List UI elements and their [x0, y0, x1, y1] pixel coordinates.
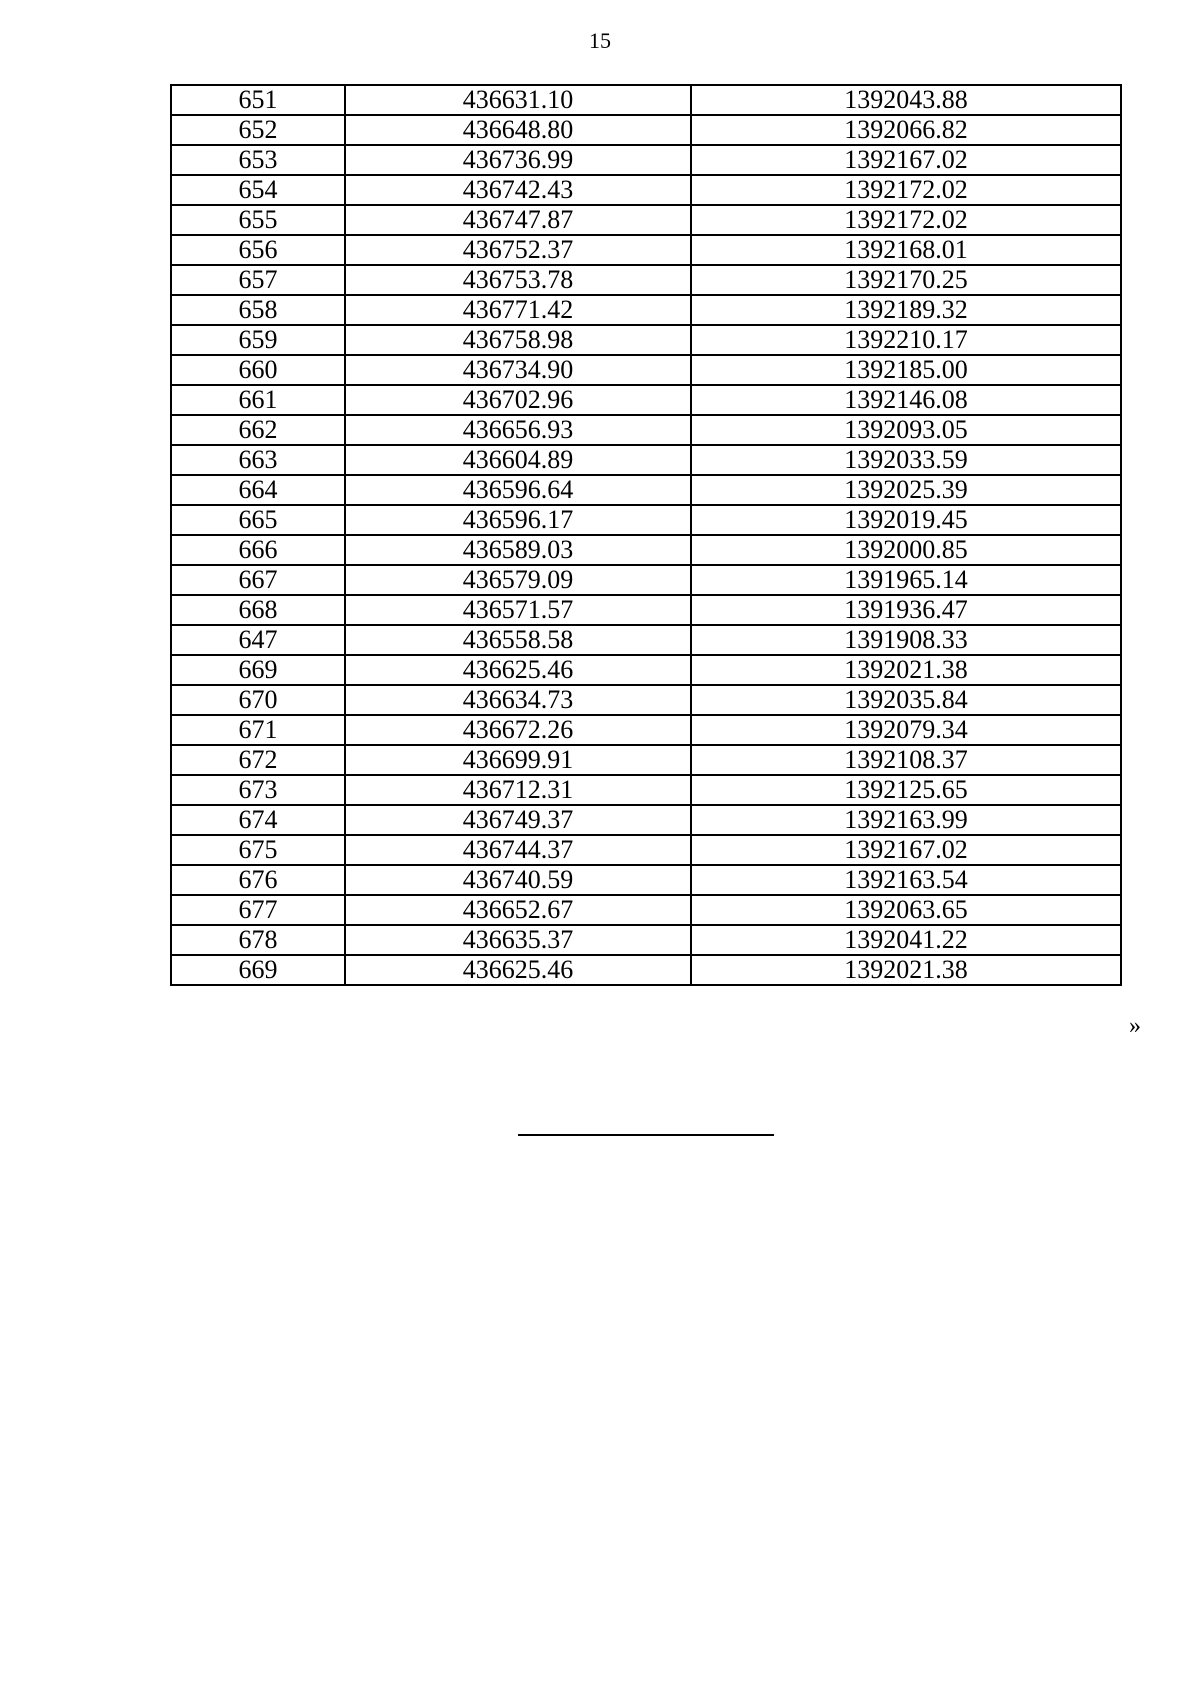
table-row [171, 775, 1121, 805]
y-coordinate-cell: 1392146.08 [691, 385, 1121, 415]
y-coordinate-cell: 1392170.25 [691, 265, 1121, 295]
table-row [171, 715, 1121, 745]
point-number-cell: 652 [171, 115, 345, 145]
x-coordinate-cell: 436648.80 [345, 115, 691, 145]
table-row [171, 265, 1121, 295]
y-coordinate-cell: 1391965.14 [691, 565, 1121, 595]
table-row [171, 505, 1121, 535]
x-coordinate-cell: 436699.91 [345, 745, 691, 775]
x-coordinate-cell: 436604.89 [345, 445, 691, 475]
y-coordinate-cell: 1392163.54 [691, 865, 1121, 895]
x-coordinate-cell: 436734.90 [345, 355, 691, 385]
point-number-cell: 670 [171, 685, 345, 715]
x-coordinate-cell: 436634.73 [345, 685, 691, 715]
point-number-cell: 668 [171, 595, 345, 625]
point-number-cell: 667 [171, 565, 345, 595]
x-coordinate-cell: 436558.58 [345, 625, 691, 655]
y-coordinate-cell: 1392185.00 [691, 355, 1121, 385]
x-coordinate-cell: 436771.42 [345, 295, 691, 325]
y-coordinate-cell: 1392041.22 [691, 925, 1121, 955]
x-coordinate-cell: 436596.64 [345, 475, 691, 505]
table-row [171, 685, 1121, 715]
y-coordinate-cell: 1391936.47 [691, 595, 1121, 625]
page-number: 15 [589, 28, 611, 53]
point-number-cell: 653 [171, 145, 345, 175]
y-coordinate-cell: 1392079.34 [691, 715, 1121, 745]
y-coordinate-cell: 1392125.65 [691, 775, 1121, 805]
point-number-cell: 657 [171, 265, 345, 295]
y-coordinate-cell: 1392189.32 [691, 295, 1121, 325]
y-coordinate-cell: 1391908.33 [691, 625, 1121, 655]
point-number-cell: 654 [171, 175, 345, 205]
x-coordinate-cell: 436652.67 [345, 895, 691, 925]
closing-quote-mark: » [1129, 1013, 1141, 1039]
point-number-cell: 659 [171, 325, 345, 355]
point-number-cell: 647 [171, 625, 345, 655]
x-coordinate-cell: 436672.26 [345, 715, 691, 745]
y-coordinate-cell: 1392168.01 [691, 235, 1121, 265]
table-row [171, 625, 1121, 655]
x-coordinate-cell: 436579.09 [345, 565, 691, 595]
point-number-cell: 664 [171, 475, 345, 505]
y-coordinate-cell: 1392167.02 [691, 145, 1121, 175]
table-row [171, 445, 1121, 475]
table-row [171, 415, 1121, 445]
table-row [171, 355, 1121, 385]
x-coordinate-cell: 436589.03 [345, 535, 691, 565]
point-number-cell: 658 [171, 295, 345, 325]
x-coordinate-cell: 436744.37 [345, 835, 691, 865]
point-number-cell: 673 [171, 775, 345, 805]
x-coordinate-cell: 436625.46 [345, 955, 691, 985]
x-coordinate-cell: 436625.46 [345, 655, 691, 685]
x-coordinate-cell: 436747.87 [345, 205, 691, 235]
table-row [171, 835, 1121, 865]
point-number-cell: 656 [171, 235, 345, 265]
x-coordinate-cell: 436753.78 [345, 265, 691, 295]
x-coordinate-cell: 436758.98 [345, 325, 691, 355]
x-coordinate-cell: 436635.37 [345, 925, 691, 955]
end-of-document-rule [518, 1134, 774, 1136]
point-number-cell: 671 [171, 715, 345, 745]
table-row [171, 145, 1121, 175]
y-coordinate-cell: 1392021.38 [691, 955, 1121, 985]
y-coordinate-cell: 1392172.02 [691, 175, 1121, 205]
table-row [171, 85, 1121, 115]
table-row [171, 235, 1121, 265]
point-number-cell: 677 [171, 895, 345, 925]
table-row [171, 895, 1121, 925]
point-number-cell: 669 [171, 955, 345, 985]
table-row [171, 595, 1121, 625]
y-coordinate-cell: 1392172.02 [691, 205, 1121, 235]
y-coordinate-cell: 1392019.45 [691, 505, 1121, 535]
point-number-cell: 676 [171, 865, 345, 895]
y-coordinate-cell: 1392043.88 [691, 85, 1121, 115]
x-coordinate-cell: 436596.17 [345, 505, 691, 535]
coordinates-table-body [171, 85, 1121, 985]
table-row [171, 745, 1121, 775]
table-row [171, 205, 1121, 235]
x-coordinate-cell: 436712.31 [345, 775, 691, 805]
y-coordinate-cell: 1392021.38 [691, 655, 1121, 685]
point-number-cell: 660 [171, 355, 345, 385]
y-coordinate-cell: 1392163.99 [691, 805, 1121, 835]
point-number-cell: 663 [171, 445, 345, 475]
y-coordinate-cell: 1392035.84 [691, 685, 1121, 715]
point-number-cell: 669 [171, 655, 345, 685]
x-coordinate-cell: 436631.10 [345, 85, 691, 115]
point-number-cell: 665 [171, 505, 345, 535]
point-number-cell: 655 [171, 205, 345, 235]
y-coordinate-cell: 1392093.05 [691, 415, 1121, 445]
table-row [171, 655, 1121, 685]
table-row [171, 565, 1121, 595]
table-row [171, 865, 1121, 895]
x-coordinate-cell: 436656.93 [345, 415, 691, 445]
y-coordinate-cell: 1392066.82 [691, 115, 1121, 145]
point-number-cell: 662 [171, 415, 345, 445]
point-number-cell: 678 [171, 925, 345, 955]
table-row [171, 955, 1121, 985]
point-number-cell: 672 [171, 745, 345, 775]
table-row [171, 175, 1121, 205]
x-coordinate-cell: 436571.57 [345, 595, 691, 625]
x-coordinate-cell: 436742.43 [345, 175, 691, 205]
point-number-cell: 651 [171, 85, 345, 115]
x-coordinate-cell: 436752.37 [345, 235, 691, 265]
table-row [171, 535, 1121, 565]
table-row [171, 115, 1121, 145]
coordinates-table [170, 84, 1122, 986]
x-coordinate-cell: 436702.96 [345, 385, 691, 415]
y-coordinate-cell: 1392167.02 [691, 835, 1121, 865]
table-row [171, 385, 1121, 415]
point-number-cell: 661 [171, 385, 345, 415]
table-row [171, 295, 1121, 325]
table-row [171, 805, 1121, 835]
y-coordinate-cell: 1392000.85 [691, 535, 1121, 565]
table-row [171, 475, 1121, 505]
y-coordinate-cell: 1392210.17 [691, 325, 1121, 355]
y-coordinate-cell: 1392063.65 [691, 895, 1121, 925]
x-coordinate-cell: 436749.37 [345, 805, 691, 835]
table-row [171, 925, 1121, 955]
x-coordinate-cell: 436740.59 [345, 865, 691, 895]
y-coordinate-cell: 1392033.59 [691, 445, 1121, 475]
x-coordinate-cell: 436736.99 [345, 145, 691, 175]
point-number-cell: 666 [171, 535, 345, 565]
y-coordinate-cell: 1392025.39 [691, 475, 1121, 505]
table-row [171, 325, 1121, 355]
point-number-cell: 675 [171, 835, 345, 865]
y-coordinate-cell: 1392108.37 [691, 745, 1121, 775]
point-number-cell: 674 [171, 805, 345, 835]
